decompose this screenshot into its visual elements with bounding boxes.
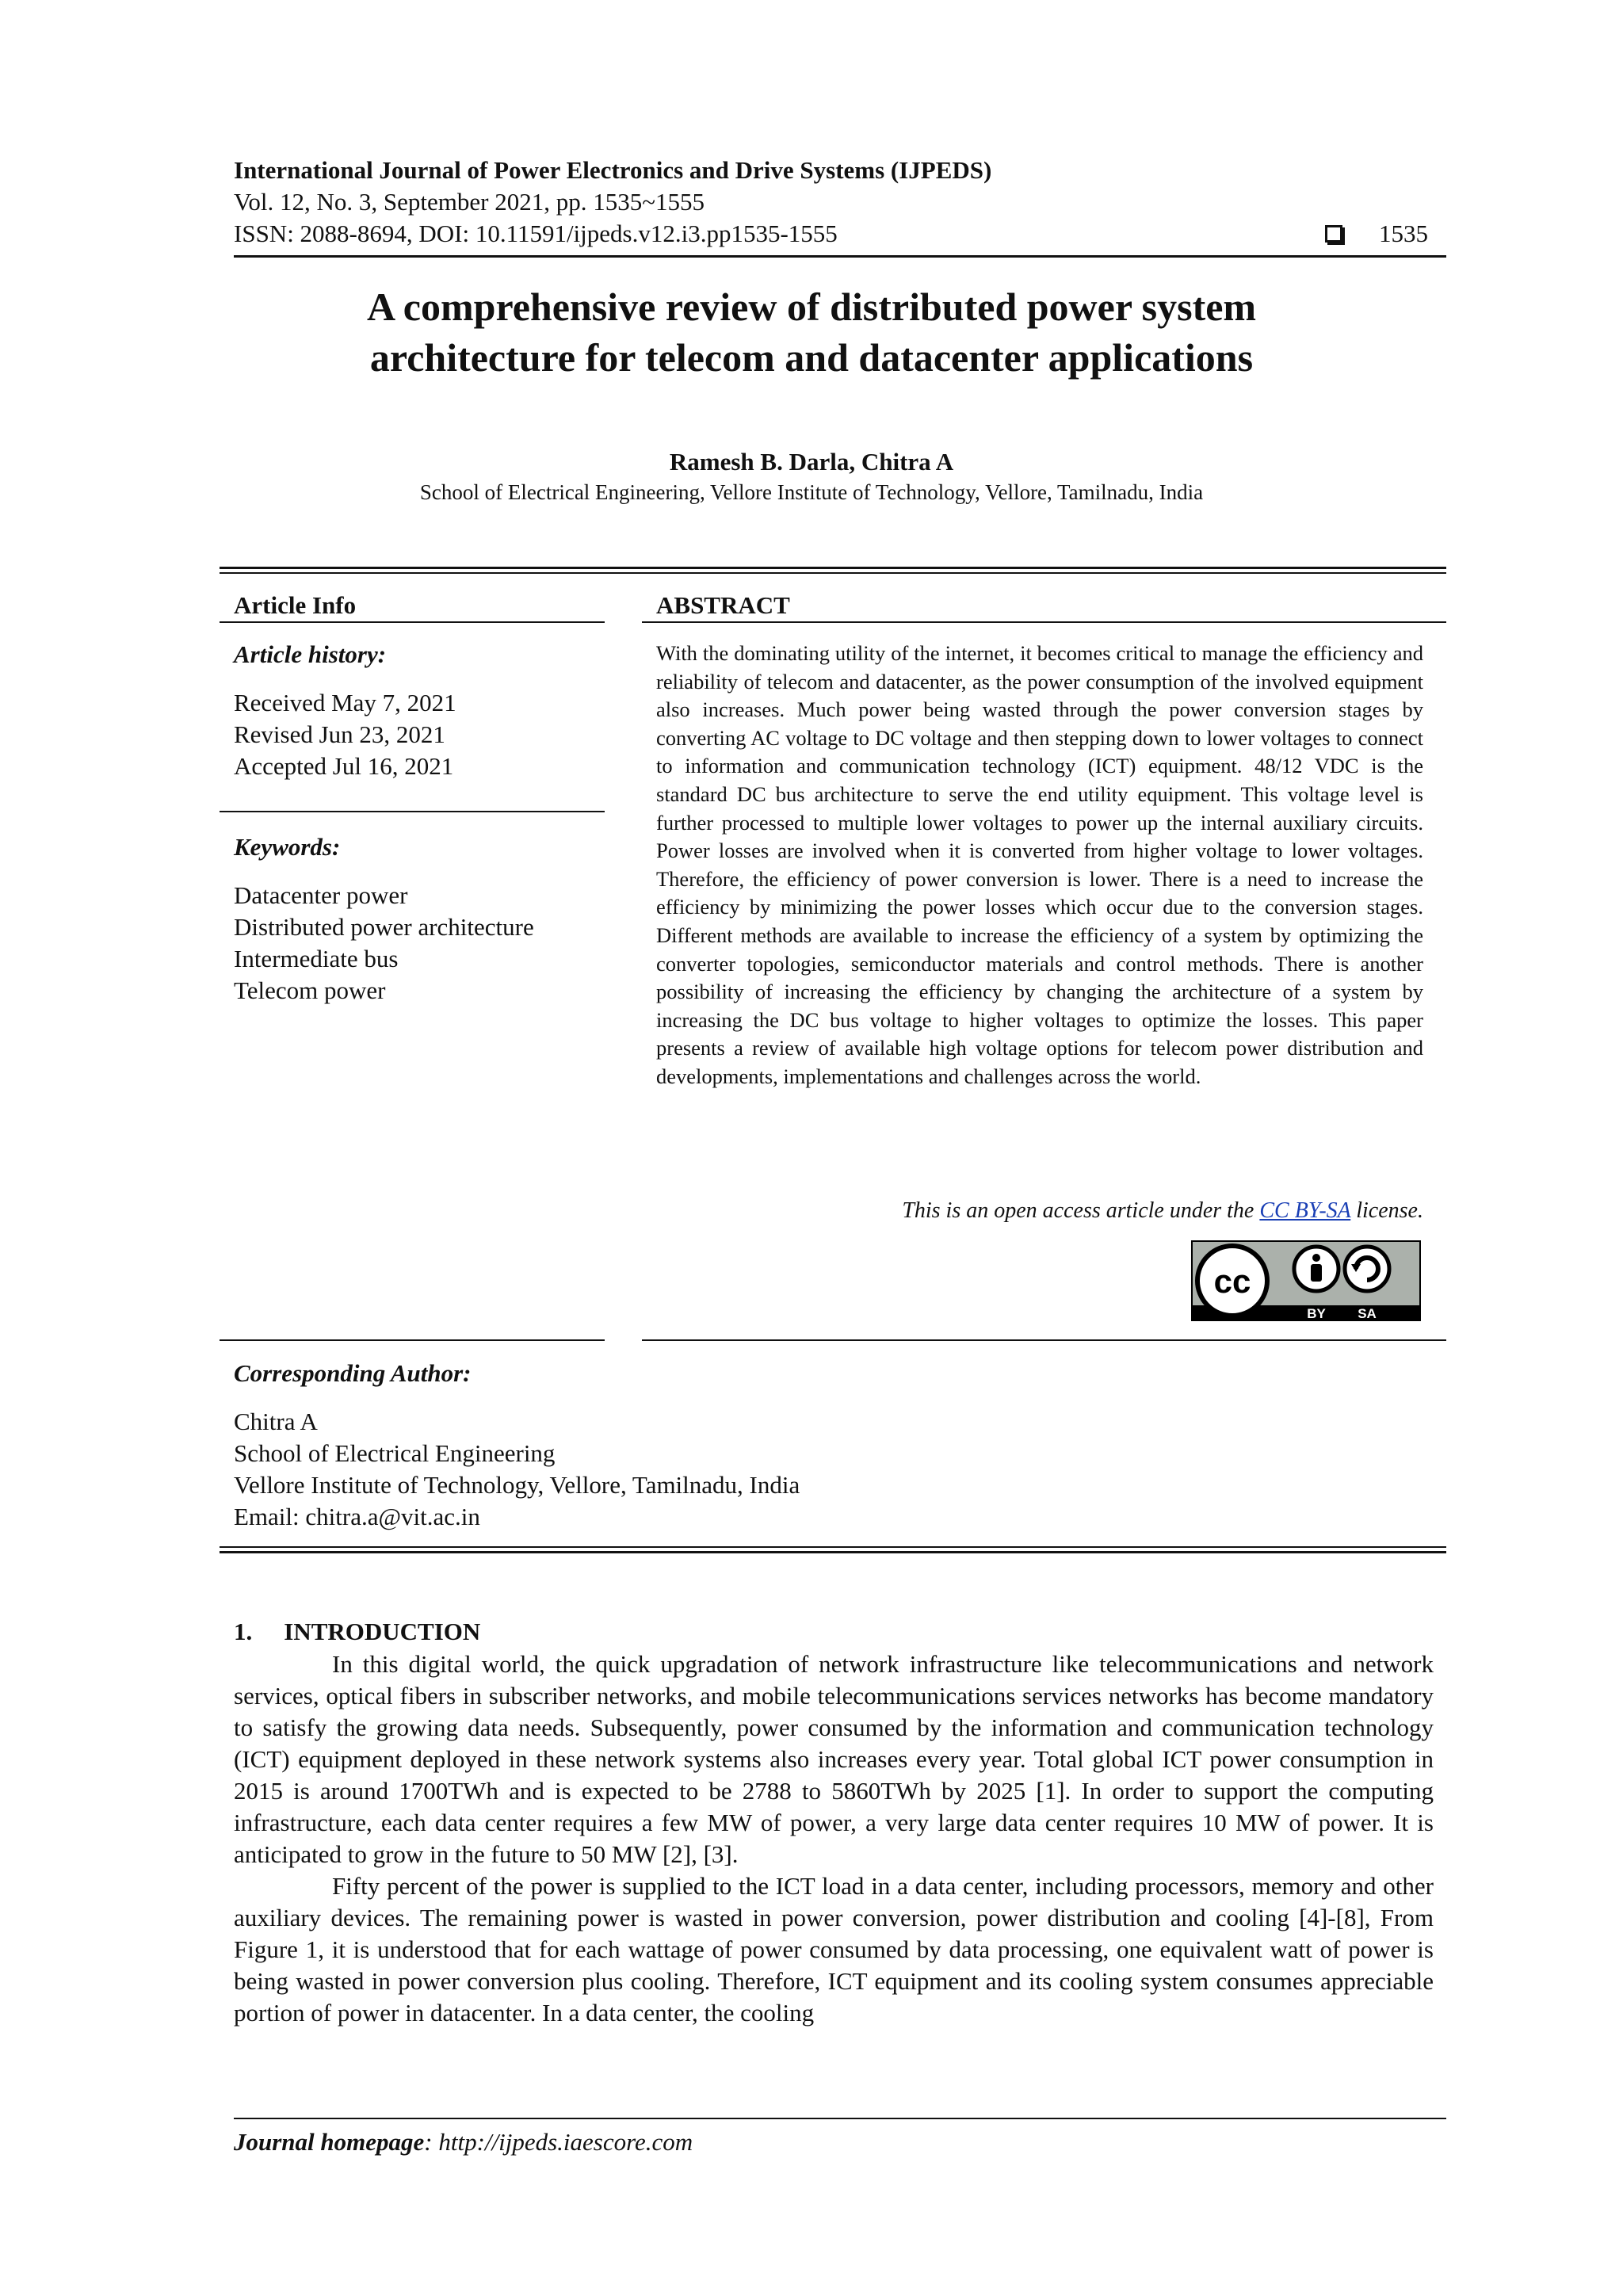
right-column-bottom-rule [642, 1339, 1446, 1341]
intro-title: INTRODUCTION [284, 1618, 481, 1645]
journal-name: International Journal of Power Electronics and Drive Systems (IJPEDS) [234, 156, 992, 184]
footer [234, 2127, 693, 2157]
keywords-rule [220, 811, 605, 812]
cc-by-sa-link[interactable]: CC BY-SA [1259, 1198, 1351, 1223]
intro-paragraph-1: In this digital world, the quick upgradation of network infrastructure like telecommunications and network services, optical fibers in subscriber networks, and mobile telecommunications services networks has become mandatory to satisfy the growing data needs. Subsequently, power consumed by the information and communication technology (ICT) equipment deployed in these network systems also increases every year. Total global ICT power consumption in 2015 is around 1700TWh and is expected to be 2788 to 5860TWh by 2025 [1]. In order to support the computing infrastructure, each data center requires a few MW of power, a very large data center requires 10 MW of power. It is anticipated to grow in the future to 50 MW [2], [3]. [234, 1650, 1434, 1868]
keyword-item: Datacenter power [234, 881, 408, 909]
intro-number: 1. [234, 1618, 253, 1645]
authors: Ramesh B. Darla, Chitra A [669, 448, 954, 476]
square-bullet-icon [1325, 225, 1342, 243]
left-column-bottom-rule [220, 1339, 605, 1341]
footer-url[interactable]: : http://ijpeds.iaescore.com [424, 2128, 693, 2156]
infobox-top-rule-2 [220, 572, 1446, 574]
abstract-rule [642, 621, 1446, 623]
corresponding-email: Email: chitra.a@vit.ac.in [234, 1503, 480, 1530]
infobox-top-rule [220, 567, 1446, 569]
footer-rule [234, 2118, 1446, 2119]
cc-mark-text: cc [1213, 1263, 1251, 1300]
history-received: Received May 7, 2021 [234, 689, 456, 716]
corresponding-school: School of Electrical Engineering [234, 1439, 556, 1467]
abstract-text: With the dominating utility of the internet, it becomes critical to manage the efficiency and reliability of telecom and datacenter, as the power consumption of the involved equipment also increases. Much power being wasted through the power conversion stages by converting AC voltage to DC voltage and then stepping down to lower voltages to connect to information and communication technology (ICT) equipment. 48/12 VDC is the standard DC bus architecture to serve the end utility equipment. This voltage level is further processed to multiple lower voltages to power up the internal auxiliary circuits. Power losses are involved when it is converted from higher voltage to lower voltages. Therefore, the efficiency of power conversion is lower. There is a need to increase the efficiency by minimizing the power losses which occur due to the conversion stages. Different methods are available to increase the efficiency of a system by optimizing the converter topologies, semiconductor materials and control methods. There is another possibility of increasing the efficiency by changing the architecture of a system by increasing the DC bus voltage to higher voltages to optimize the losses. This paper presents a review of available high voltage options for telecom power distribution and developments, implementations and challenges across the world. [656, 641, 1423, 1088]
corresponding-author-heading: Corresponding Author: [234, 1359, 472, 1387]
intro-body [234, 1648, 1434, 2029]
journal-issn: ISSN: 2088-8694, DOI: 10.11591/ijpeds.v12.i3.pp1535-1555 [234, 220, 838, 247]
corresponding-institute: Vellore Institute of Technology, Vellore, Tamilnadu, India [234, 1471, 800, 1499]
corresponding-name: Chitra A [234, 1408, 318, 1435]
journal-volume: Vol. 12, No. 3, September 2021, pp. 1535~1555 [234, 188, 705, 216]
history-accepted: Accepted Jul 16, 2021 [234, 752, 454, 780]
history-revised: Revised Jun 23, 2021 [234, 720, 445, 748]
infobox-bottom-rule-2 [220, 1551, 1446, 1553]
paper-title-line-1: A comprehensive review of distributed power system [366, 285, 1257, 329]
article-info-rule [220, 621, 605, 623]
keyword-item: Intermediate bus [234, 945, 399, 972]
intro-heading [234, 1617, 480, 1647]
keywords-heading: Keywords: [234, 833, 341, 861]
keyword-item: Telecom power [234, 976, 386, 1004]
page-number: 1535 [1379, 220, 1428, 247]
article-info-heading: Article Info [234, 591, 357, 619]
keyword-item: Distributed power architecture [234, 913, 534, 941]
badge-by-text: BY [1307, 1306, 1326, 1321]
corresponding-author-details [234, 1406, 800, 1533]
keywords-list [234, 880, 534, 1007]
intro-paragraph-2: Fifty percent of the power is supplied to the ICT load in a data center, including processors, memory and other auxiliary devices. The remaining power is wasted in power conversion, power distribution and cooling [4]-[8], From Figure 1, it is understood that for each wattage of power consumed by data processing, one equivalent watt of power is being wasted in power conversion plus cooling. Therefore, ICT equipment and its cooling system consumes appreciable portion of power in datacenter. In a data center, the cooling [234, 1872, 1434, 2027]
paper-title-line-2: architecture for telecom and datacenter applications [369, 335, 1254, 380]
header-rule [234, 255, 1446, 258]
license-line [656, 1197, 1423, 1225]
cc-by-sa-badge [1191, 1240, 1421, 1321]
license-prefix: This is an open access article under the [902, 1198, 1260, 1223]
badge-sa-text: SA [1358, 1306, 1377, 1321]
abstract-heading: ABSTRACT [656, 591, 790, 619]
article-history-list [234, 687, 456, 782]
license-suffix: license. [1350, 1198, 1423, 1223]
article-history-heading: Article history: [234, 640, 387, 668]
footer-label: Journal homepage [234, 2128, 425, 2156]
infobox-bottom-rule [220, 1546, 1446, 1548]
affiliation: School of Electrical Engineering, Vellore Institute of Technology, Vellore, Tamilnadu, India [419, 480, 1204, 504]
